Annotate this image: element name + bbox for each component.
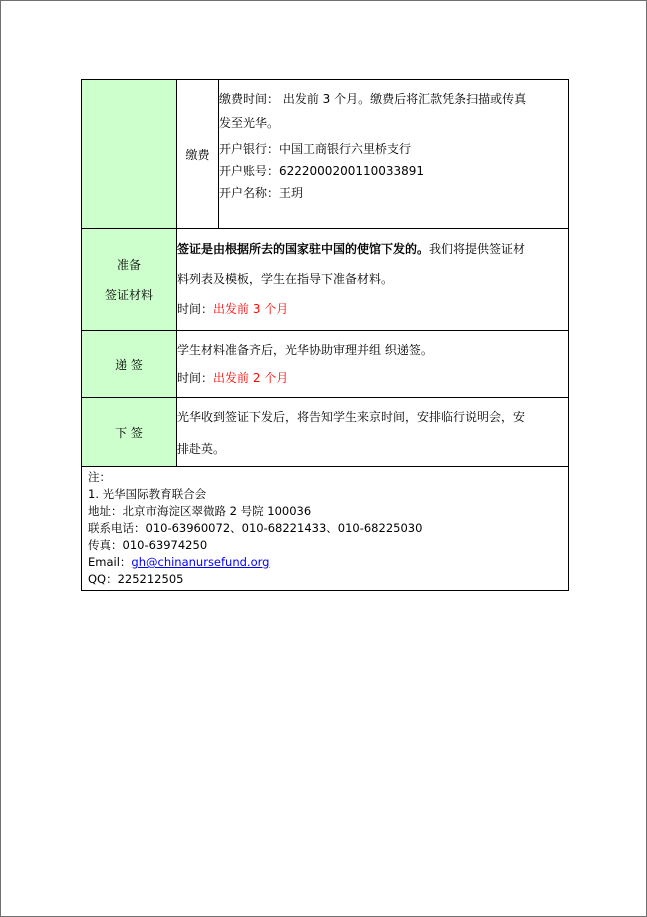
notes-org: 1. 光华国际教育联合会 xyxy=(88,487,207,501)
submit-time-value: 出发前 2 个月 xyxy=(213,371,289,385)
submit-text: 学生材料准备齐后，光华协助审理并组 织递签。 xyxy=(177,343,433,357)
issue-text-line1: 光华收到签证下发后，将告知学生来京时间，安排临行说明会，安 xyxy=(177,410,526,424)
fee-details xyxy=(219,80,569,229)
notes-phone: 联系电话：010-63960072、010-68221433、010-68225030 xyxy=(88,521,423,535)
visa-prep-row xyxy=(82,229,569,331)
visa-prep-label-line1: 准备 xyxy=(116,257,141,272)
visa-prep-label-line2: 签证材料 xyxy=(104,287,153,302)
issue-row xyxy=(82,398,569,467)
visa-prep-time-label: 时间： xyxy=(177,302,214,316)
issue-text-line2: 排赴英。 xyxy=(177,442,226,456)
visa-prep-time-value: 出发前 3 个月 xyxy=(213,302,289,316)
fee-stage-cell xyxy=(82,80,177,229)
visa-prep-text-bold: 签证是由根据所去的国家驻中国的使馆下发的。 xyxy=(177,242,430,256)
notes-address: 地址：北京市海淀区翠微路 2 号院 100036 xyxy=(88,504,312,518)
issue-details xyxy=(177,398,569,467)
visa-prep-stage-cell xyxy=(82,229,177,331)
fee-row xyxy=(82,80,569,229)
fee-time-line2: 发至光华。 xyxy=(219,116,280,130)
submit-row xyxy=(82,331,569,398)
fee-time-line1: 缴费时间： 出发前 3 个月。缴费后将汇款凭条扫描或传真 xyxy=(219,92,527,106)
visa-prep-details xyxy=(177,229,569,331)
visa-prep-text-rest1: 我们将提供签证材 xyxy=(429,242,526,256)
notes-heading: 注： xyxy=(88,470,111,484)
notes-cell xyxy=(82,467,569,591)
process-table xyxy=(81,79,569,591)
issue-stage-cell: 下 签 xyxy=(82,398,177,467)
notes-row xyxy=(82,467,569,591)
notes-email-link[interactable]: gh@chinanursefund.org xyxy=(131,555,270,569)
notes-qq: QQ：225212505 xyxy=(88,572,184,586)
fee-bank: 开户银行：中国工商银行六里桥支行 xyxy=(219,142,412,156)
submit-stage-cell: 递 签 xyxy=(82,331,177,398)
notes-email-label: Email： xyxy=(88,555,132,569)
fee-account: 开户账号：6222000200110033891 xyxy=(219,164,425,178)
submit-details xyxy=(177,331,569,398)
visa-prep-text-rest2: 料列表及模板，学生在指导下准备材料。 xyxy=(177,272,394,286)
submit-time-label: 时间： xyxy=(177,371,214,385)
fee-label: 缴费 xyxy=(177,80,219,229)
fee-account-name: 开户名称：王玥 xyxy=(219,186,304,200)
notes-fax: 传真：010-63974250 xyxy=(88,538,208,552)
